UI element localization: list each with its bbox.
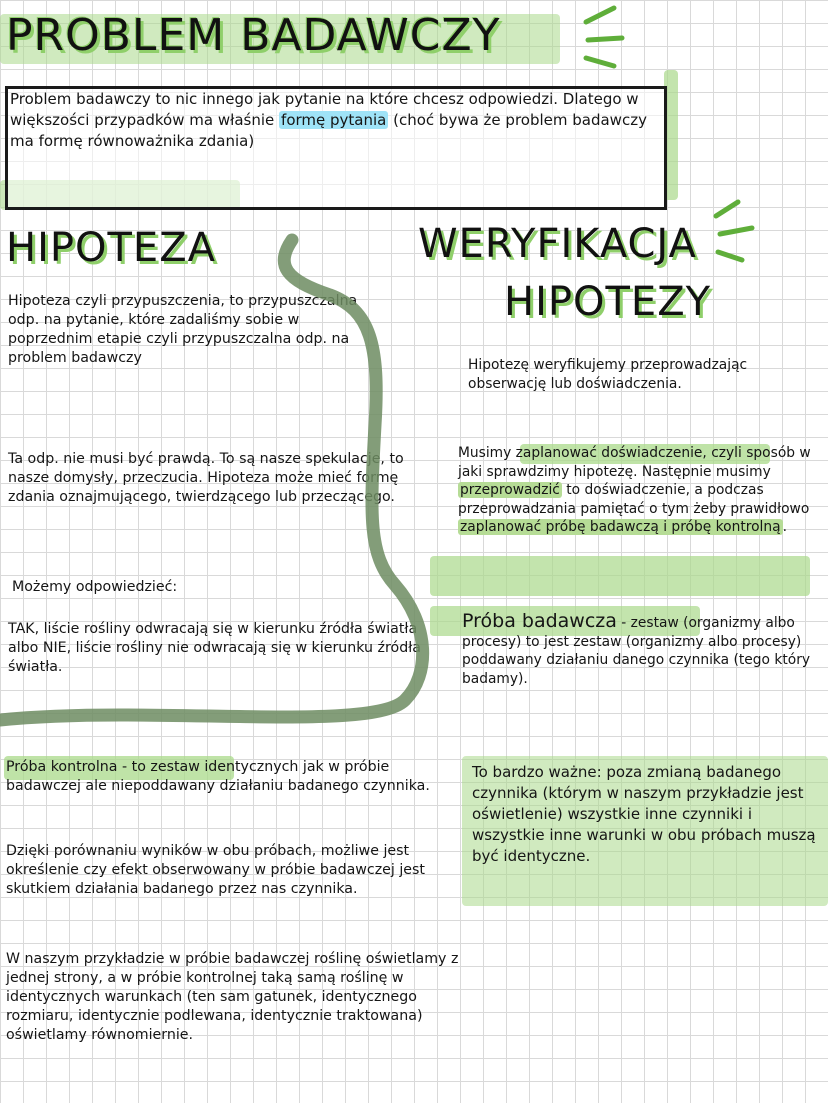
p2-text-c: to doświadczenie, a podczas przeprowadzania pamiętać o tym żeby prawidłowo [458,482,810,517]
p2-text-b: , czyli sposób w jaki sprawdzimy hipotezę. Następnie musimy [458,445,811,480]
kontrolna-p2: Dzięki porównaniu wyników w obu próbach, możliwe jest określenie czy efekt obserwowany w próbie badawczej jest skutkiem działania badanego przez nas czynnika. [6,843,425,897]
important-note: To bardzo ważne: poza zmianą badanego czynnika (którym w naszym przykładzie jest oświetlenie) wszystkie inne czynniki i wszystkie inne warunki w obu próbach muszą być identyczne. [472,763,816,865]
p2-text-d: . [782,519,787,536]
p2-highlight-2 [430,556,810,596]
weryfikacja-title-1: WERYFIKACJA [418,221,697,267]
weryfikacja-p2 [458,444,824,537]
weryfikacja-p1: Hipotezę weryfikujemy przeprowadzając obserwację lub doświadczenia. [468,357,748,392]
weryfikacja-title-2: HIPOTEZY [504,279,712,325]
kontrolna-term: Próba kontrolna [6,759,118,775]
p2-hl-1: zaplanować doświadczenie [515,445,703,461]
divider-curve [0,225,460,745]
hipoteza-p1: Hipoteza czyli przypuszczenia, to przypuszczalna odp. na pytanie, które zadaliśmy sobie w poprzednim etapie czyli przypuszczalna odp. na problem badawczy [8,293,358,366]
hipoteza-p3: Możemy odpowiedzieć: [12,579,178,595]
sparkle-icon [578,0,628,70]
sparkle-icon [708,196,758,266]
intro-paragraph [10,89,660,152]
intro-highlight-text: formę pytania [281,111,387,129]
kontrolna-p1 [6,758,462,796]
intro-text-a: Problem badawczy to nic innego jak pytanie na które chcesz odpowiedzi. Dlatego w większości przypadków ma właśnie [10,90,639,129]
badawcza-term: Próba badawcza [462,610,617,632]
page-title: PROBLEM BADAWCZY [6,10,501,61]
kontrolna-p3: W naszym przykładzie w próbie badawczej roślinę oświetlamy z jednej strony, a w próbie kontrolnej taką samą roślinę w identycznych warunkach (ten sam gatunek, identycznego rozmiaru, identycznie podlewana, identycznie traktowana) oświetlamy równomiernie. [6,951,459,1043]
intro-text-b: (choć bywa że problem badawczy ma formę równoważnika zdania) [10,111,647,150]
hipoteza-p4: TAK, liście rośliny odwracają się w kierunku źródła światła albo NIE, liście rośliny nie odwracają się w kierunku źródła światła. [8,621,421,675]
kontrolna-definition: - to zestaw identycznych jak w próbie badawczej ale niepoddawany działaniu badanego czynnika. [6,759,430,794]
p2-text-a: Musimy [458,445,516,461]
weryfikacja-p3 [462,612,822,688]
hipoteza-p2: Ta odp. nie musi być prawdą. To są nasze spekulacje, to nasze domysły, przeczucia. Hipoteza może mieć formę zdania oznajmującego, twierdzącego lub przeczącego. [8,451,404,505]
hipoteza-title: HIPOTEZA [6,225,216,271]
p2-hl-2: przeprowadzić [460,482,560,499]
p2-hl-3: zaplanować próbę badawczą i próbę kontrolną [460,519,781,536]
badawcza-definition: - zestaw (organizmy albo procesy) to jest zestaw (organizmy albo procesy) poddawany działaniu danego czynnika (tego który badamy). [462,615,811,687]
